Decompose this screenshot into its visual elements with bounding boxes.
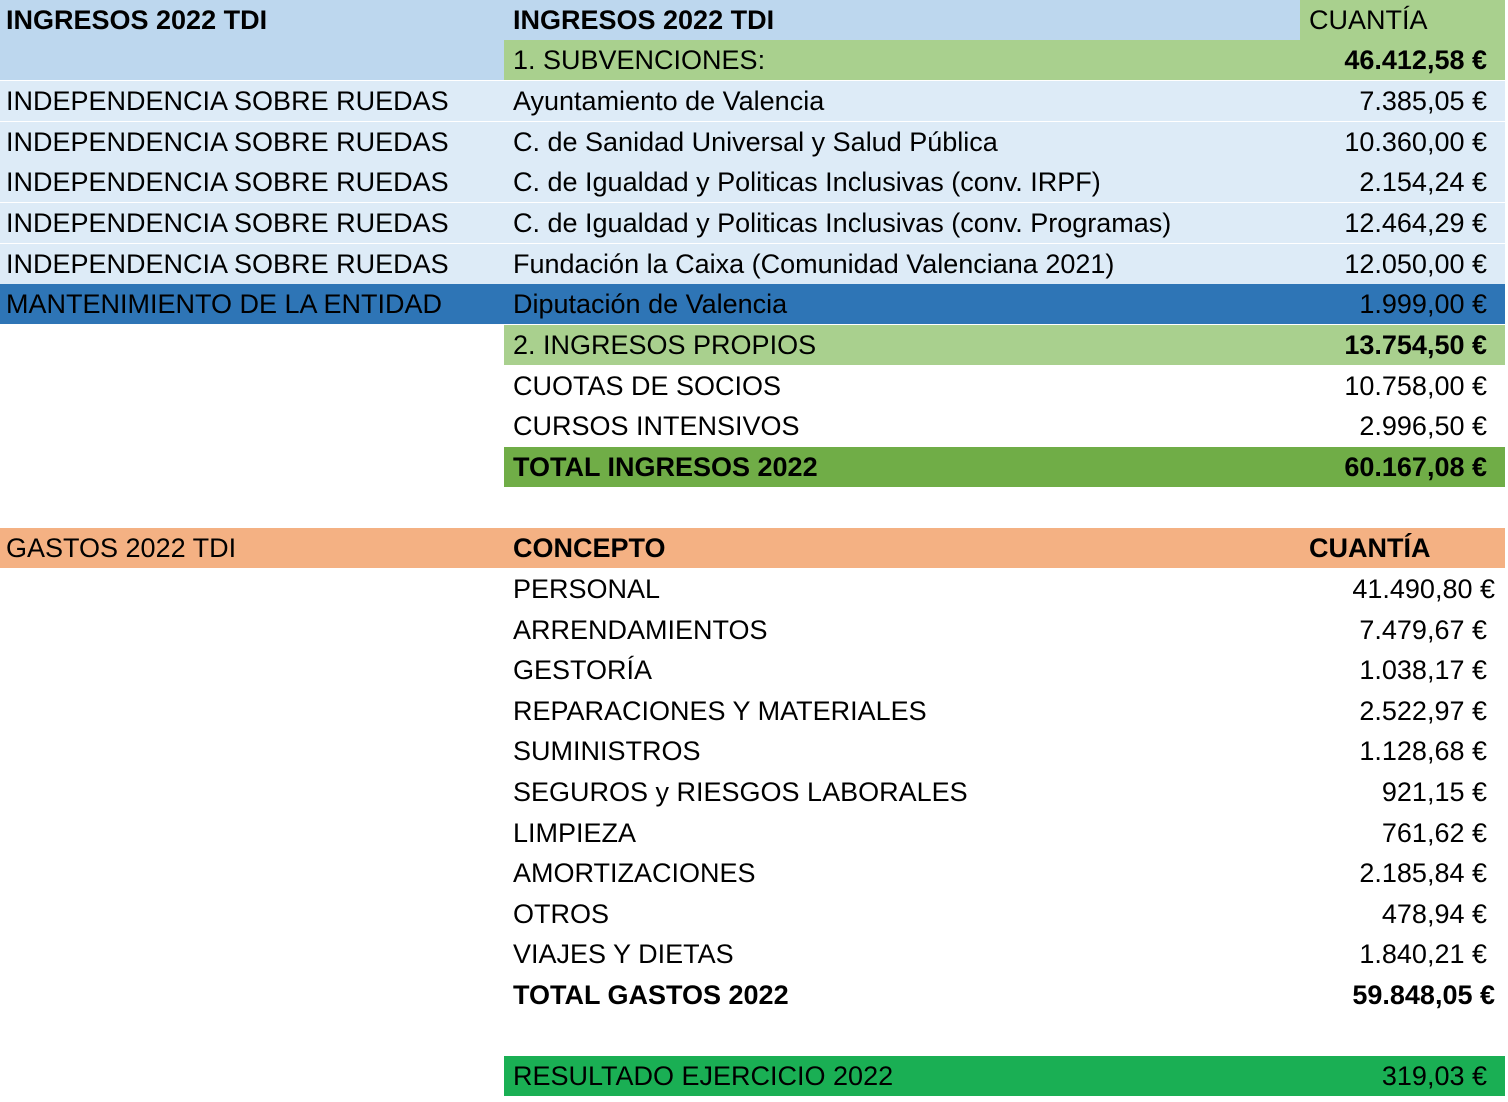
table-row [0, 406, 1508, 446]
amount-cell: 7.479,67 € [1359, 615, 1487, 645]
concept-cell: CURSOS INTENSIVOS [513, 411, 800, 441]
amount-cell: 2.522,97 € [1359, 696, 1487, 726]
table-row [0, 122, 1508, 162]
concept-cell: Fundación la Caixa (Comunidad Valenciana 2021) [504, 244, 1300, 284]
ingresos-header-col2: INGRESOS 2022 TDI [504, 0, 1300, 40]
amount-cell: 10.360,00 € [1300, 122, 1505, 162]
table-row [0, 81, 1508, 121]
program-cell: INDEPENDENCIA SOBRE RUEDAS [0, 162, 504, 202]
resultado-amount: 319,03 € [1300, 1056, 1505, 1096]
table-row [0, 162, 1508, 202]
amount-cell: 2.185,84 € [1359, 858, 1487, 888]
amount-cell: 12.464,29 € [1300, 203, 1505, 243]
concept-cell: Diputación de Valencia [504, 284, 1300, 324]
table-row [0, 772, 1508, 812]
amount-cell: 1.128,68 € [1359, 736, 1487, 766]
concept-cell: C. de Igualdad y Politicas Inclusivas (conv. Programas) [504, 203, 1300, 243]
concept-cell: VIAJES Y DIETAS [513, 939, 734, 969]
ingresos-header-col3: CUANTÍA [1300, 0, 1505, 40]
table-row [0, 366, 1508, 406]
concept-cell: Ayuntamiento de Valencia [504, 81, 1300, 121]
gastos-header-col2: CONCEPTO [504, 528, 1300, 568]
subvenciones-amount: 46.412,58 € [1300, 40, 1505, 80]
amount-cell: 12.050,00 € [1300, 244, 1505, 284]
table-row [0, 244, 1508, 284]
concept-cell: PERSONAL [513, 574, 661, 604]
program-cell: INDEPENDENCIA SOBRE RUEDAS [0, 81, 504, 121]
ingresos-propios-label: 2. INGRESOS PROPIOS [504, 325, 1300, 365]
amount-cell: 7.385,05 € [1300, 81, 1505, 121]
concept-cell: AMORTIZACIONES [513, 858, 756, 888]
table-row [0, 569, 1508, 609]
program-cell: MANTENIMIENTO DE LA ENTIDAD [0, 284, 504, 324]
amount-cell: 2.996,50 € [1359, 411, 1487, 441]
total-ingresos-row [0, 447, 1508, 487]
concept-cell: OTROS [513, 899, 610, 929]
ingresos-header-row [0, 0, 1508, 40]
gastos-header-col3: CUANTÍA [1300, 528, 1505, 568]
total-ingresos-label: TOTAL INGRESOS 2022 [504, 447, 1300, 487]
table-row [0, 284, 1508, 324]
amount-cell: 1.038,17 € [1359, 655, 1487, 685]
concept-cell: CUOTAS DE SOCIOS [513, 371, 782, 401]
gastos-header-row [0, 528, 1508, 568]
total-gastos-label: TOTAL GASTOS 2022 [513, 980, 789, 1010]
program-cell: INDEPENDENCIA SOBRE RUEDAS [0, 203, 504, 243]
subvenciones-label: 1. SUBVENCIONES: [504, 40, 1300, 80]
concept-cell: LIMPIEZA [513, 818, 637, 848]
concept-cell: C. de Igualdad y Politicas Inclusivas (conv. IRPF) [504, 162, 1300, 202]
concept-cell: SUMINISTROS [513, 736, 701, 766]
amount-cell: 41.490,80 € [1352, 574, 1495, 604]
total-gastos-amount: 59.848,05 € [1352, 980, 1495, 1010]
gastos-header-col1: GASTOS 2022 TDI [0, 528, 504, 568]
concept-cell: REPARACIONES Y MATERIALES [513, 696, 927, 726]
table-row [0, 203, 1508, 243]
subvenciones-row [0, 40, 1508, 80]
ingresos-propios-row [0, 325, 1508, 365]
amount-cell: 2.154,24 € [1300, 162, 1505, 202]
amount-cell: 1.999,00 € [1300, 284, 1505, 324]
table-row [0, 650, 1508, 690]
total-gastos-row [0, 975, 1508, 1015]
ingresos-propios-amount: 13.754,50 € [1300, 325, 1505, 365]
table-row [0, 934, 1508, 974]
program-cell: INDEPENDENCIA SOBRE RUEDAS [0, 244, 504, 284]
amount-cell: 761,62 € [1381, 818, 1487, 848]
table-row [0, 813, 1508, 853]
ingresos-header-col1: INGRESOS 2022 TDI [0, 0, 504, 40]
resultado-label: RESULTADO EJERCICIO 2022 [504, 1056, 1300, 1096]
amount-cell: 1.840,21 € [1359, 939, 1487, 969]
concept-cell: SEGUROS y RIESGOS LABORALES [513, 777, 968, 807]
total-ingresos-amount: 60.167,08 € [1300, 447, 1505, 487]
program-cell: INDEPENDENCIA SOBRE RUEDAS [0, 122, 504, 162]
amount-cell: 478,94 € [1381, 899, 1487, 929]
table-row [0, 853, 1508, 893]
concept-cell: ARRENDAMIENTOS [513, 615, 768, 645]
amount-cell: 921,15 € [1381, 777, 1487, 807]
concept-cell: GESTORÍA [513, 655, 653, 685]
table-row [0, 731, 1508, 771]
concept-cell: C. de Sanidad Universal y Salud Pública [504, 122, 1300, 162]
table-row [0, 691, 1508, 731]
table-row [0, 894, 1508, 934]
table-row [0, 610, 1508, 650]
amount-cell: 10.758,00 € [1344, 371, 1487, 401]
resultado-row [0, 1056, 1508, 1096]
subvenciones-spacer [0, 40, 504, 80]
